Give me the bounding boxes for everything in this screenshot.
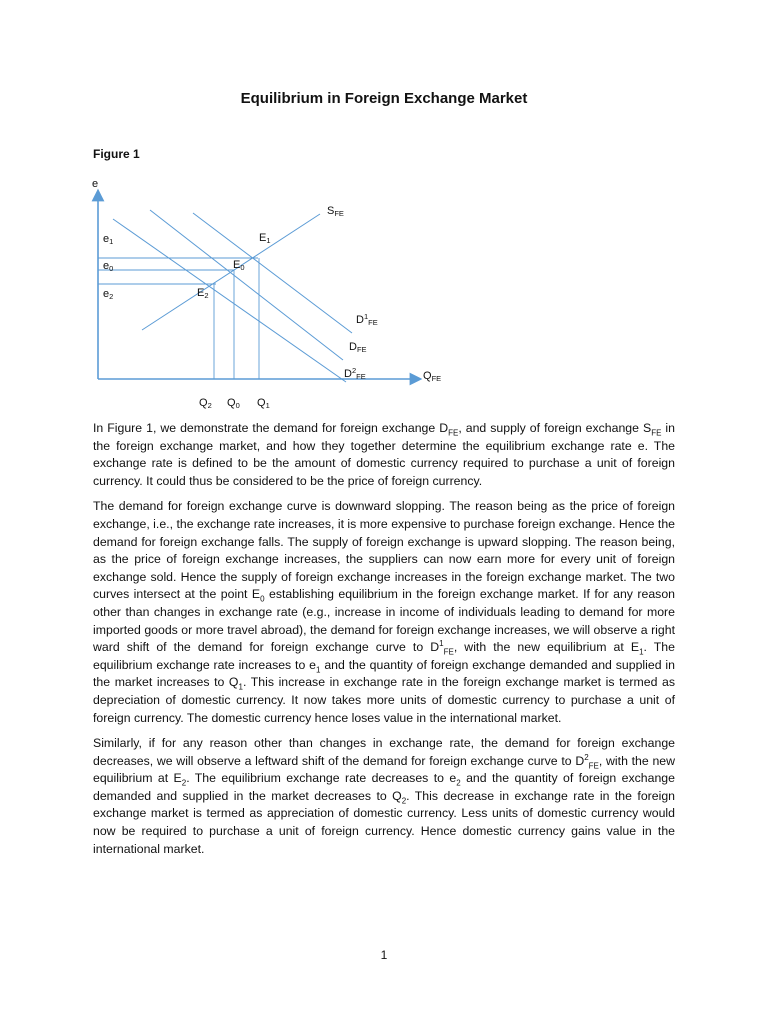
label-E0: E0 xyxy=(233,259,245,272)
label-demand-d0: DFE xyxy=(349,341,367,354)
label-demand-d1: $D^1_{FE}$ xyxy=(356,312,378,327)
demand-curve-d0 xyxy=(150,210,343,360)
demand-curve-d2 xyxy=(113,219,346,382)
x-axis-label: QFE xyxy=(423,370,442,383)
label-q0: Q0 xyxy=(227,397,240,410)
label-e2: e2 xyxy=(103,288,114,301)
label-q1: Q1 xyxy=(257,397,270,410)
y-axis-label: e xyxy=(92,178,99,190)
paragraph-1: In Figure 1, we demonstrate the demand for foreign exchange $D_{FE}$, and supply of foreign exchange $S_{FE}$ in the foreign exchange market, and how they together determine the equilibrium exchange rate e. The exchange rate is defined to be the amount of domestic currency required to purchase a unit of foreign currency. It could thus be considered to be the price of foreign currency. xyxy=(93,421,676,488)
body-text xyxy=(93,420,675,866)
label-q2: Q2 xyxy=(199,397,212,410)
label-E2: E2 xyxy=(197,287,209,300)
paragraph-3: Similarly, if for any reason other than changes in exchange rate, the demand for foreign exchange decreases, we will observe a leftward shift of the demand for foreign exchange curve to $D^2_{FE}$, with the new equilibrium at $E_2$. The equilibrium exchange rate decreases to $e_2$ and the quantity of foreign exchange demanded and supplied in the market decreases to $Q_2$. This decrease in exchange rate in the foreign exchange market is termed as appreciation of domestic currency. Less units of domestic currency would now be required to purchase a unit of foreign currency. Hence domestic currency gains value in the international market. xyxy=(93,736,676,856)
label-e0: e0 xyxy=(103,260,114,273)
page-number: 1 xyxy=(380,948,388,962)
demand-curve-d1 xyxy=(193,213,352,333)
page-title: Equilibrium in Foreign Exchange Market xyxy=(240,90,528,107)
supply-curve xyxy=(142,214,320,330)
label-demand-d2: $D^2_{FE}$ xyxy=(344,366,366,381)
figure-label: Figure 1 xyxy=(93,147,140,161)
paragraph-2: The demand for foreign exchange curve is downward slopping. The reason being as the price of foreign exchange, i.e., the exchange rate increases, it is more expensive to purchase foreign exchange. Hence the demand for foreign exchange falls. The supply of foreign exchange is upward slopping. The reason being, as the price of foreign exchange increases, the suppliers can now earn more for every unit of foreign exchange sold. Hence the supply of foreign exchange increases in the foreign exchange market. The two curves intersect at the point $E_0$ establishing equilibrium in the foreign exchange market. If for any reason other than changes in exchange rate (e.g., increase in income of individuals leading to demand for more imported goods or more travel abroad), the demand for foreign exchange increases, we will observe a right ward shift of the demand for foreign exchange curve to $D^1_{FE}$, with the new equilibrium at $E_1$. The equilibrium exchange rate increases to $e_1$ and the quantity of foreign exchange demanded and supplied in the market increases to $Q_1$. This increase in exchange rate in the foreign exchange market is termed as depreciation of domestic currency. It now takes more units of domestic currency to purchase a unit of foreign currency. The domestic currency hence loses value in the international market. xyxy=(93,499,675,725)
label-E1: E1 xyxy=(259,232,271,245)
label-e1: e1 xyxy=(103,233,114,246)
label-supply: SFE xyxy=(327,205,344,218)
exchange-market-figure xyxy=(0,170,768,410)
